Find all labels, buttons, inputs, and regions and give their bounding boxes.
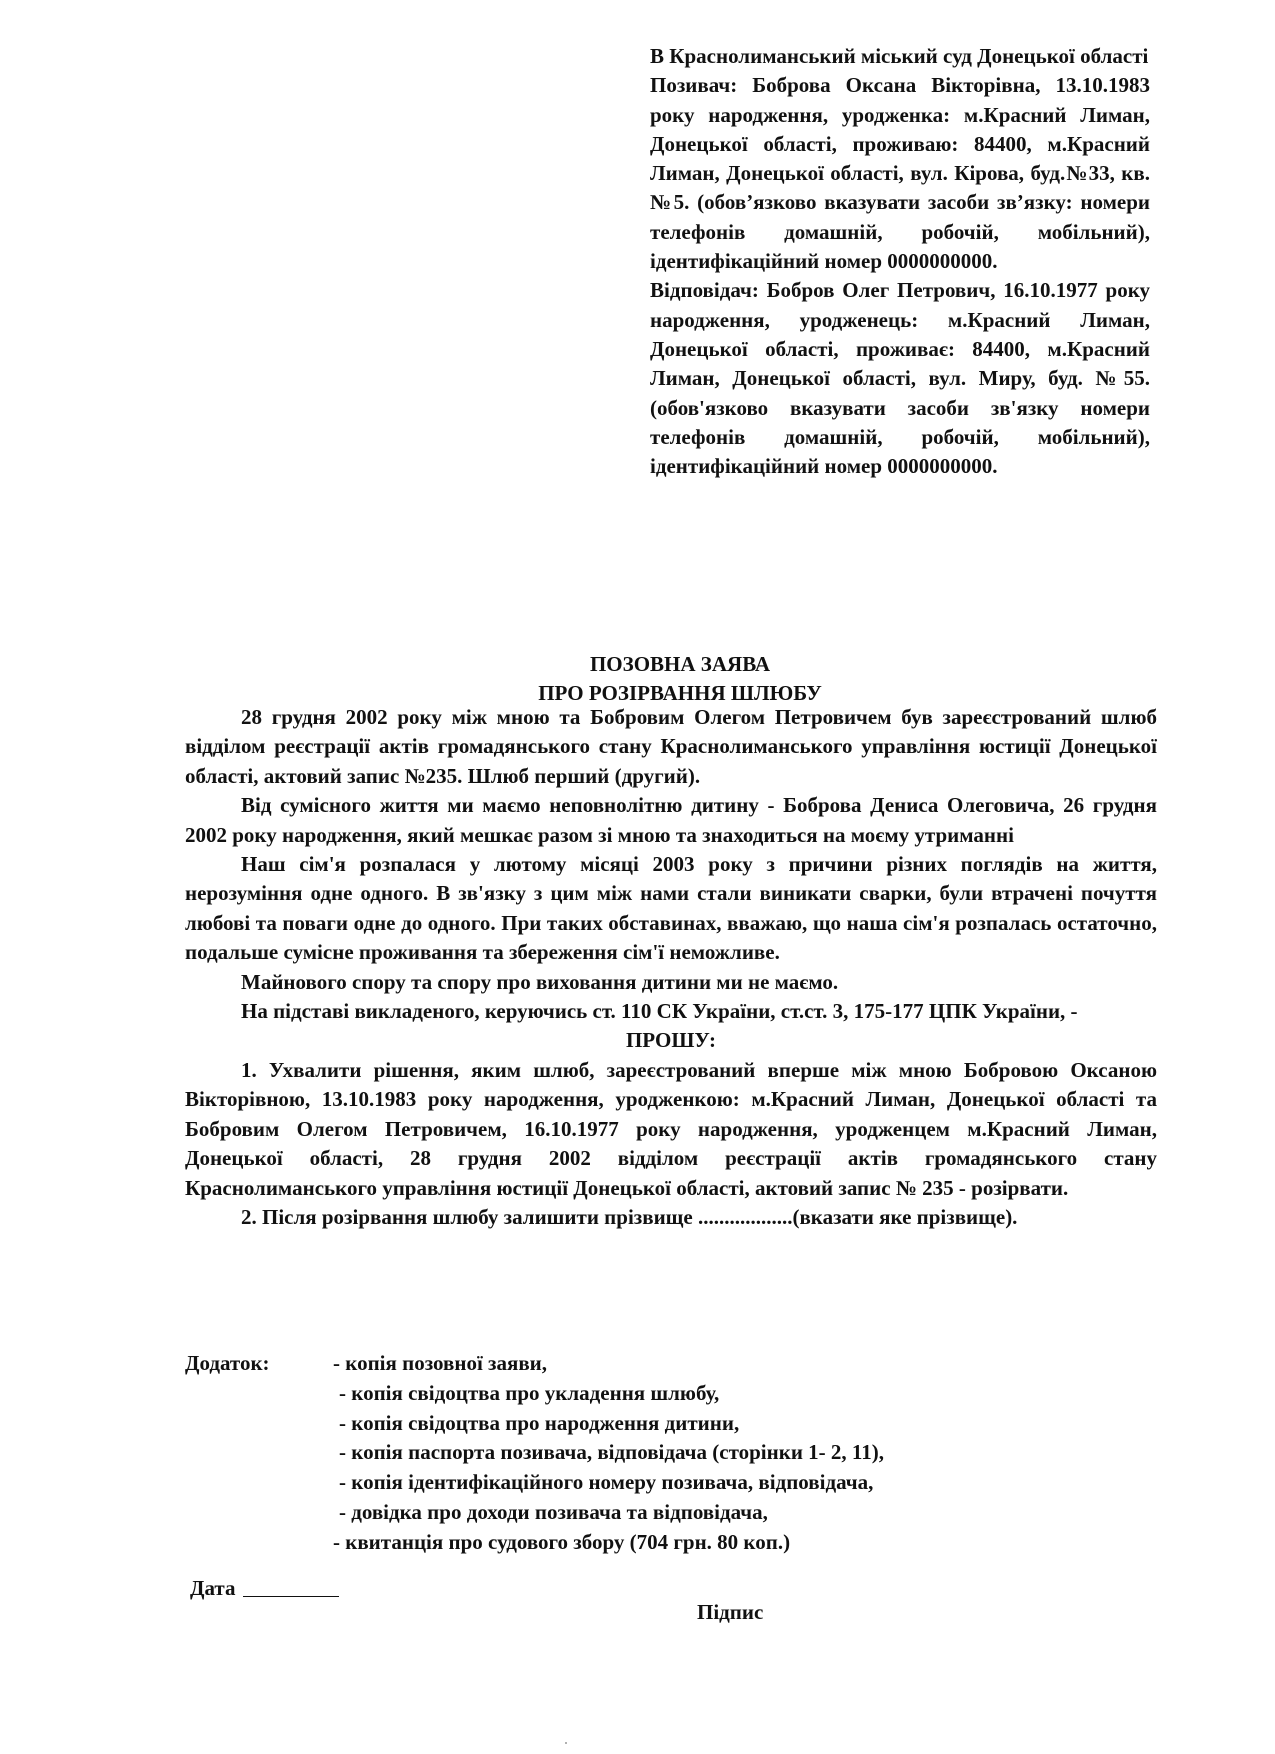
attachment-item: - квитанція про судового збору (704 грн. 80 коп.) <box>333 1529 791 1554</box>
plaintiff-details: Позивач: Боброва Оксана Вікторівна, 13.10.1983 року народження, уродженка: м.Красний Лиман, Донецької області, проживаю: 84400, м.Красний Лиман, Донецької області, вул. Кірова, буд.№33, кв.№5. (обов’язково вказувати засоби зв’язку: номери телефонів домашній, робочій, мобільний), ідентифікаційний номер 0000000000. <box>650 73 1150 274</box>
date-blank-line <box>243 1596 339 1597</box>
claim-body <box>185 703 1157 1232</box>
signature-label: Підпис <box>697 1600 764 1624</box>
attachment-item: - довідка про доходи позивача та відповідача, <box>339 1499 768 1524</box>
attachments-list <box>333 1349 884 1558</box>
attachments-label: Додаток: <box>185 1351 270 1375</box>
date-label: Дата <box>190 1576 236 1600</box>
document-title: ПОЗОВНА ЗАЯВА <box>589 652 771 676</box>
paragraph-breakdown: Наш сім'я розпалася у лютому місяці 2003 року з причини різних поглядів на життя, нерозуміння одне одного. В зв'язку з цим між нами стали виникати сварки, були втрачені почуття любові та поваги одне до одного. При таких обставинах, вважаю, що наша сім'я розпалась остаточно, подальше сумісне проживання та збереження сім'ї неможливе. <box>185 852 1157 965</box>
attachment-item: - копія позовної заяви, <box>333 1351 548 1375</box>
request-item-2: 2. Після розірвання шлюбу залишити прізвище ..................(вказати яке прізвище). <box>241 1204 1018 1229</box>
date-field <box>190 1576 339 1601</box>
document-subtitle: ПРО РОЗІРВАННЯ ШЛЮБУ <box>538 681 822 705</box>
paragraph-legal-basis: На підставі викладеного, керуючись ст. 110 СК України, ст.ст. 3, 175-177 ЦПК України, - <box>241 999 1078 1024</box>
paragraph-marriage: 28 грудня 2002 року між мною та Бобровим Олегом Петровичем був зареєстрований шлюб відділом реєстрації актів громадянського стану Краснолиманського управління юстиції Донецької області, актовий запис №235. Шлюб перший (другий). <box>185 705 1157 788</box>
attachment-item: - копія паспорта позивача, відповідача (сторінки 1- 2, 11), <box>339 1440 885 1465</box>
scan-speck <box>565 1742 567 1744</box>
addressee-block <box>650 42 1150 481</box>
attachment-item: - копія свідоцтва про укладення шлюбу, <box>339 1380 720 1405</box>
paragraph-child: Від сумісного життя ми маємо неповнолітню дитину - Боброва Дениса Олеговича, 26 грудня 2002 року народження, який мешкає разом зі мною та знаходиться на моєму утриманні <box>185 793 1157 847</box>
attachment-item: - копія ідентифікаційного номеру позивача, відповідача, <box>339 1470 874 1495</box>
paragraph-no-dispute: Майнового спору та спору про виховання дитини ми не маємо. <box>241 969 839 994</box>
court-addressee: В Краснолиманський міський суд Донецької області <box>650 44 1149 68</box>
request-heading: ПРОШУ: <box>625 1028 717 1053</box>
attachment-item: - копія свідоцтва про народження дитини, <box>339 1410 740 1435</box>
defendant-details: Відповідач: Бобров Олег Петрович, 16.10.1977 року народження, уродженець: м.Красний Лиман, Донецької області, проживає: 84400, м.Красний Лиман, Донецької області, вул. Миру, буд. №55. (обов'язково вказувати засоби зв'язку номери телефонів домашній, робочій, мобільний), ідентифікаційний номер 0000000000. <box>650 278 1150 479</box>
request-item-1: 1. Ухвалити рішення, яким шлюб, зареєстрований вперше між мною Бобровою Оксаною Вікторівною, 13.10.1983 року народження, уродженкою: м.Красний Лиман, Донецької області та Бобровим Олегом Петровичем, 16.10.1977 року народження, уродженцем м.Красний Лиман, Донецької області, 28 грудня 2002 відділом реєстрації актів громадянського стану Краснолиманського управління юстиції Донецької області, актовий запис № 235 - розірвати. <box>185 1057 1157 1200</box>
